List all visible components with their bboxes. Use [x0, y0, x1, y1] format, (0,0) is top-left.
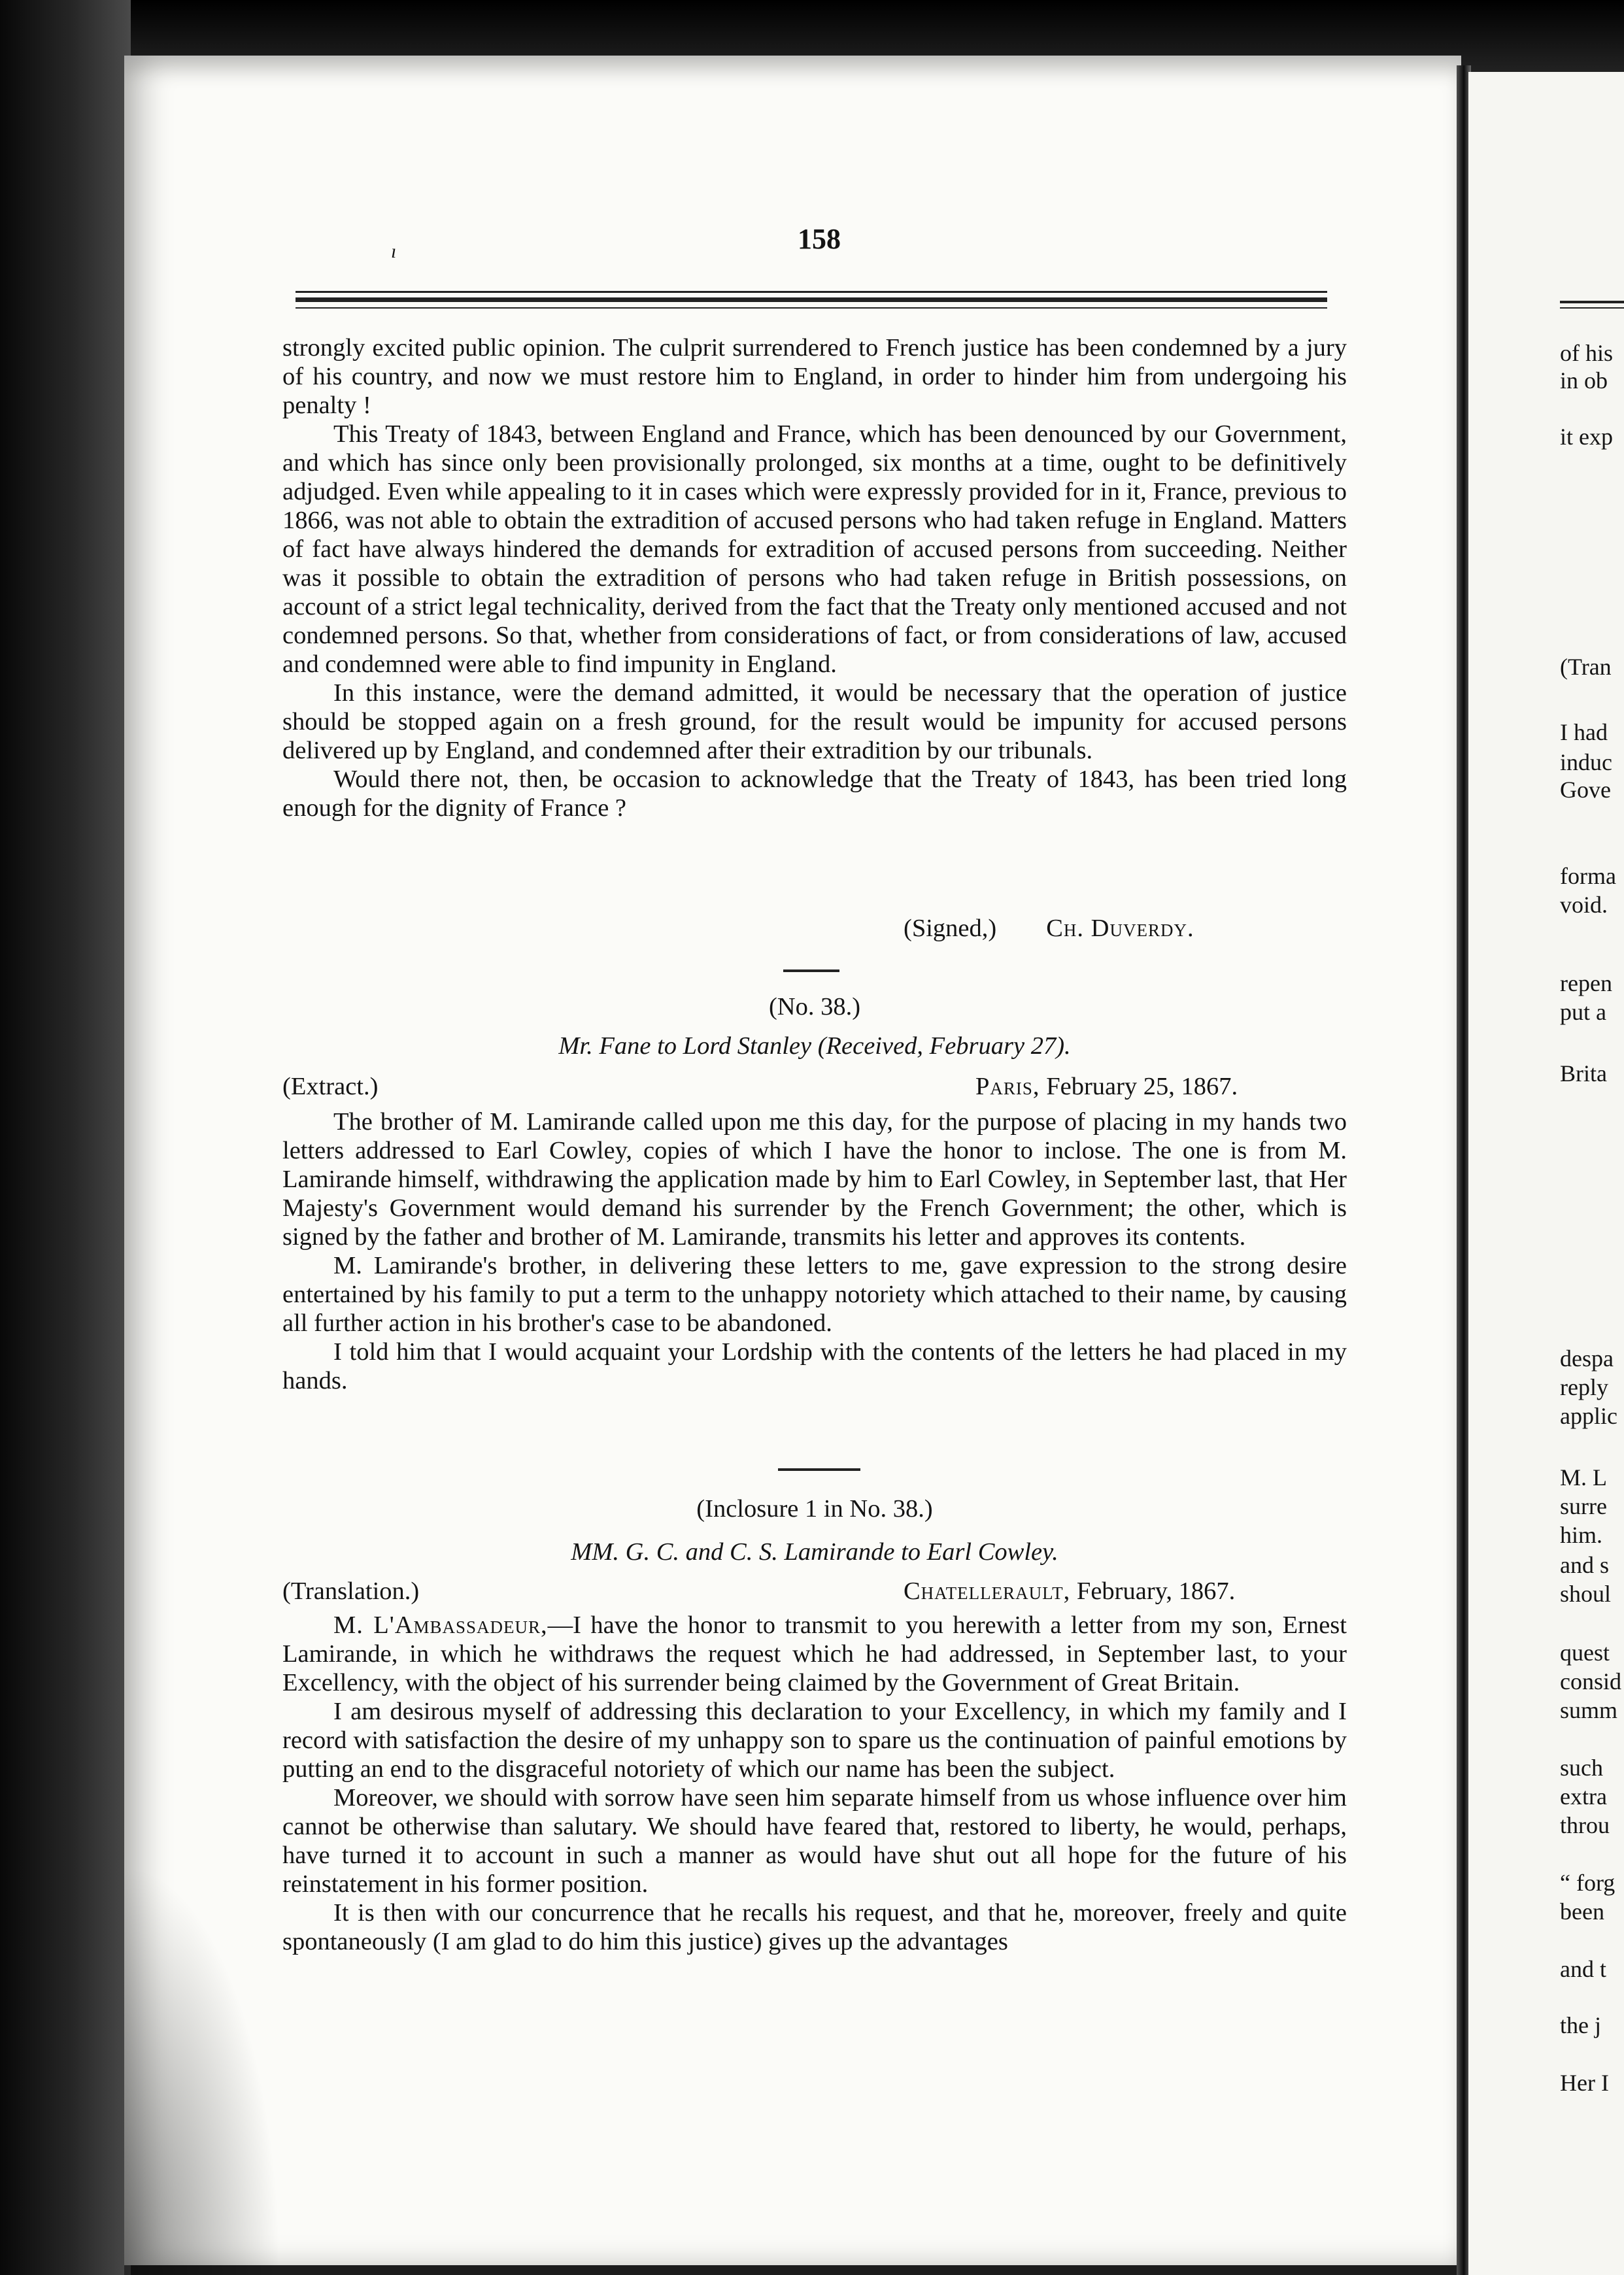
facing-page-fragment: (Tran	[1560, 654, 1612, 680]
signatory-name: Ch. Duverdy.	[1046, 915, 1194, 942]
scan-left-edge	[0, 0, 131, 2275]
page-number: 158	[798, 223, 841, 255]
facing-page-fragment: I had	[1560, 719, 1608, 745]
facing-page-rule-thin	[1560, 307, 1624, 309]
inclosure-place: Chatellerault,	[904, 1577, 1071, 1605]
dateline-place: Paris,	[975, 1073, 1040, 1100]
facing-page-fragment: forma	[1560, 863, 1616, 889]
facing-page-fragment: induc	[1560, 749, 1612, 775]
facing-page-fragment: applic	[1560, 1403, 1617, 1429]
facing-page-fragment: Brita	[1560, 1060, 1607, 1087]
facing-page-fragment: quest	[1560, 1640, 1610, 1666]
paragraph: In this instance, were the demand admitted, it would be necessary that the operation of justice should be stopped again on a fresh ground, for the result would be impunity for accused persons delivered up by England, and condemned after their extradition by our tribunals.	[282, 679, 1347, 764]
facing-page-fragment: Gove	[1560, 777, 1611, 803]
header-rule-thick	[296, 297, 1327, 302]
facing-page-fragment: Her I	[1560, 2070, 1609, 2096]
paragraph: Would there not, then, be occasion to acknowledge that the Treaty of 1843, has been tried long enough for the dignity of France ?	[282, 766, 1347, 822]
facing-page-fragment: repen	[1560, 970, 1612, 996]
paragraph	[282, 1611, 1347, 1697]
inclosure-heading: MM. G. C. and C. S. Lamirande to Earl Cowley.	[571, 1538, 1058, 1566]
facing-page-fragment: been	[1560, 1898, 1604, 1925]
inclosure-date: February, 1867.	[1076, 1577, 1236, 1605]
header-rule	[296, 291, 1327, 293]
facing-page-fragment: void.	[1560, 892, 1608, 918]
facing-page-fragment: M. L	[1560, 1464, 1607, 1491]
paragraph: I am desirous myself of addressing this declaration to your Excellency, in which my family and I record with satisfaction the desire of my unhappy son to spare us the continuation of painful emotions by putting an end to the disgraceful notoriety of which our name has been the subject.	[282, 1698, 1347, 1783]
facing-page-fragment: it exp	[1560, 424, 1613, 450]
salutation: M. L'Ambassadeur,	[333, 1611, 548, 1639]
facing-page-fragment: extra	[1560, 1783, 1607, 1810]
paragraph: It is then with our concurrence that he recalls his request, and that he, moreover, freely and quite spontaneously (I am glad to do him this justice) gives up the advantages	[282, 1899, 1347, 1955]
inclosure-body	[282, 1611, 1347, 1956]
facing-page-fragment: summ	[1560, 1697, 1618, 1723]
inclosure-note: (Translation.)	[282, 1577, 420, 1605]
facing-page-fragment: throu	[1560, 1812, 1610, 1838]
scan-corner-shadow	[124, 1863, 281, 2275]
signature-line	[904, 914, 1194, 943]
facing-page-fragment: shoul	[1560, 1581, 1612, 1607]
signed-label: (Signed,)	[904, 915, 997, 942]
paragraph: Moreover, we should with sorrow have seen him separate himself from us whose influence over him cannot be otherwise than salutary. We should have feared that, restored to liberty, he would, perhaps, have turned it to account in such a manner as would have shut out all hope for the future of his reinstatement in his former position.	[282, 1784, 1347, 1898]
facing-page-fragment: and t	[1560, 1956, 1606, 1982]
continuation-text	[282, 333, 1347, 822]
salutation-continuation: —I have the honor to transmit to you herewith a letter from my son, Ernest Lamirande, in which he withdraws the request which he had addressed, in September last, to your Excellency, with the object of his surrender being claimed by the Government of Great Britain.	[282, 1611, 1347, 1696]
inclosure-place-date	[904, 1577, 1235, 1606]
facing-page-fragment: of his	[1560, 340, 1613, 366]
dateline-date: February 25, 1867.	[1046, 1073, 1238, 1100]
facing-page-fragment: him.	[1560, 1522, 1603, 1548]
facing-page-fragment: put a	[1560, 999, 1606, 1025]
facing-page-fragment: the j	[1560, 2012, 1601, 2038]
paragraph: M. Lamirande's brother, in delivering these letters to me, gave expression to the strong desire entertained by his family to put a term to the unhappy notoriety which attached to their name, by causing all further action in his brother's case to be abandoned.	[282, 1252, 1347, 1337]
facing-page-fragment: and s	[1560, 1552, 1609, 1578]
facing-page-fragment: reply	[1560, 1374, 1608, 1400]
facing-page	[1468, 72, 1624, 2275]
paragraph: I told him that I would acquaint your Lordship with the contents of the letters he had placed in my hands.	[282, 1338, 1347, 1394]
paragraph: This Treaty of 1843, between England and France, which has been denounced by our Government, and which has since only been provisionally prolonged, six months at a time, ought to be definitively adjudged. Even while appealing to it in cases which were expressly provided for in it, France, previous to 1866, was not able to obtain the extradition of accused persons who had taken refuge in England. Matters of fact have always hindered the demands for extradition of accused persons from succeeding. Neither was it possible to obtain the extradition of persons who had taken refuge in British possessions, on account of a strict legal technicality, derived from the fact that the Treaty only mentioned accused and not condemned persons. So that, whether from considerations of fact, or from considerations of law, accused and condemned were able to find impunity in England.	[282, 420, 1347, 678]
facing-page-rule	[1560, 301, 1624, 303]
facing-page-fragment: in ob	[1560, 367, 1608, 394]
document-body	[282, 1107, 1347, 1395]
header-rule-thin	[296, 307, 1327, 309]
paragraph: The brother of M. Lamirande called upon me this day, for the purpose of placing in my hands two letters addressed to Earl Cowley, copies of which I have the honor to inclose. The one is from M. Lamirande himself, withdrawing the application made by him to Earl Cowley, in September last, that Her Majesty's Government would demand his surrender by the French Government; the other, which is signed by the father and brother of M. Lamirande, transmits his letter and approves its contents.	[282, 1108, 1347, 1251]
paragraph: strongly excited public opinion. The culprit surrendered to French justice has been condemned by a jury of his country, and now we must restore him to England, in order to hinder him from undergoing his penalty !	[282, 334, 1347, 419]
dateline-place-date	[975, 1072, 1238, 1101]
document-heading: Mr. Fane to Lord Stanley (Received, February 27).	[558, 1032, 1071, 1060]
facing-page-fragment: surre	[1560, 1493, 1607, 1519]
inclosure-number: (Inclosure 1 in No. 38.)	[696, 1495, 933, 1523]
section-divider	[778, 1468, 860, 1471]
document-note: (Extract.)	[282, 1073, 379, 1100]
document-number: (No. 38.)	[768, 993, 861, 1020]
facing-page-fragment: “ forg	[1560, 1870, 1616, 1896]
section-divider	[783, 969, 839, 972]
margin-tick-mark: ı	[391, 241, 397, 262]
facing-page-fragment: despa	[1560, 1345, 1614, 1372]
facing-page-fragment: consid	[1560, 1668, 1621, 1694]
facing-page-fragment: such	[1560, 1755, 1603, 1781]
